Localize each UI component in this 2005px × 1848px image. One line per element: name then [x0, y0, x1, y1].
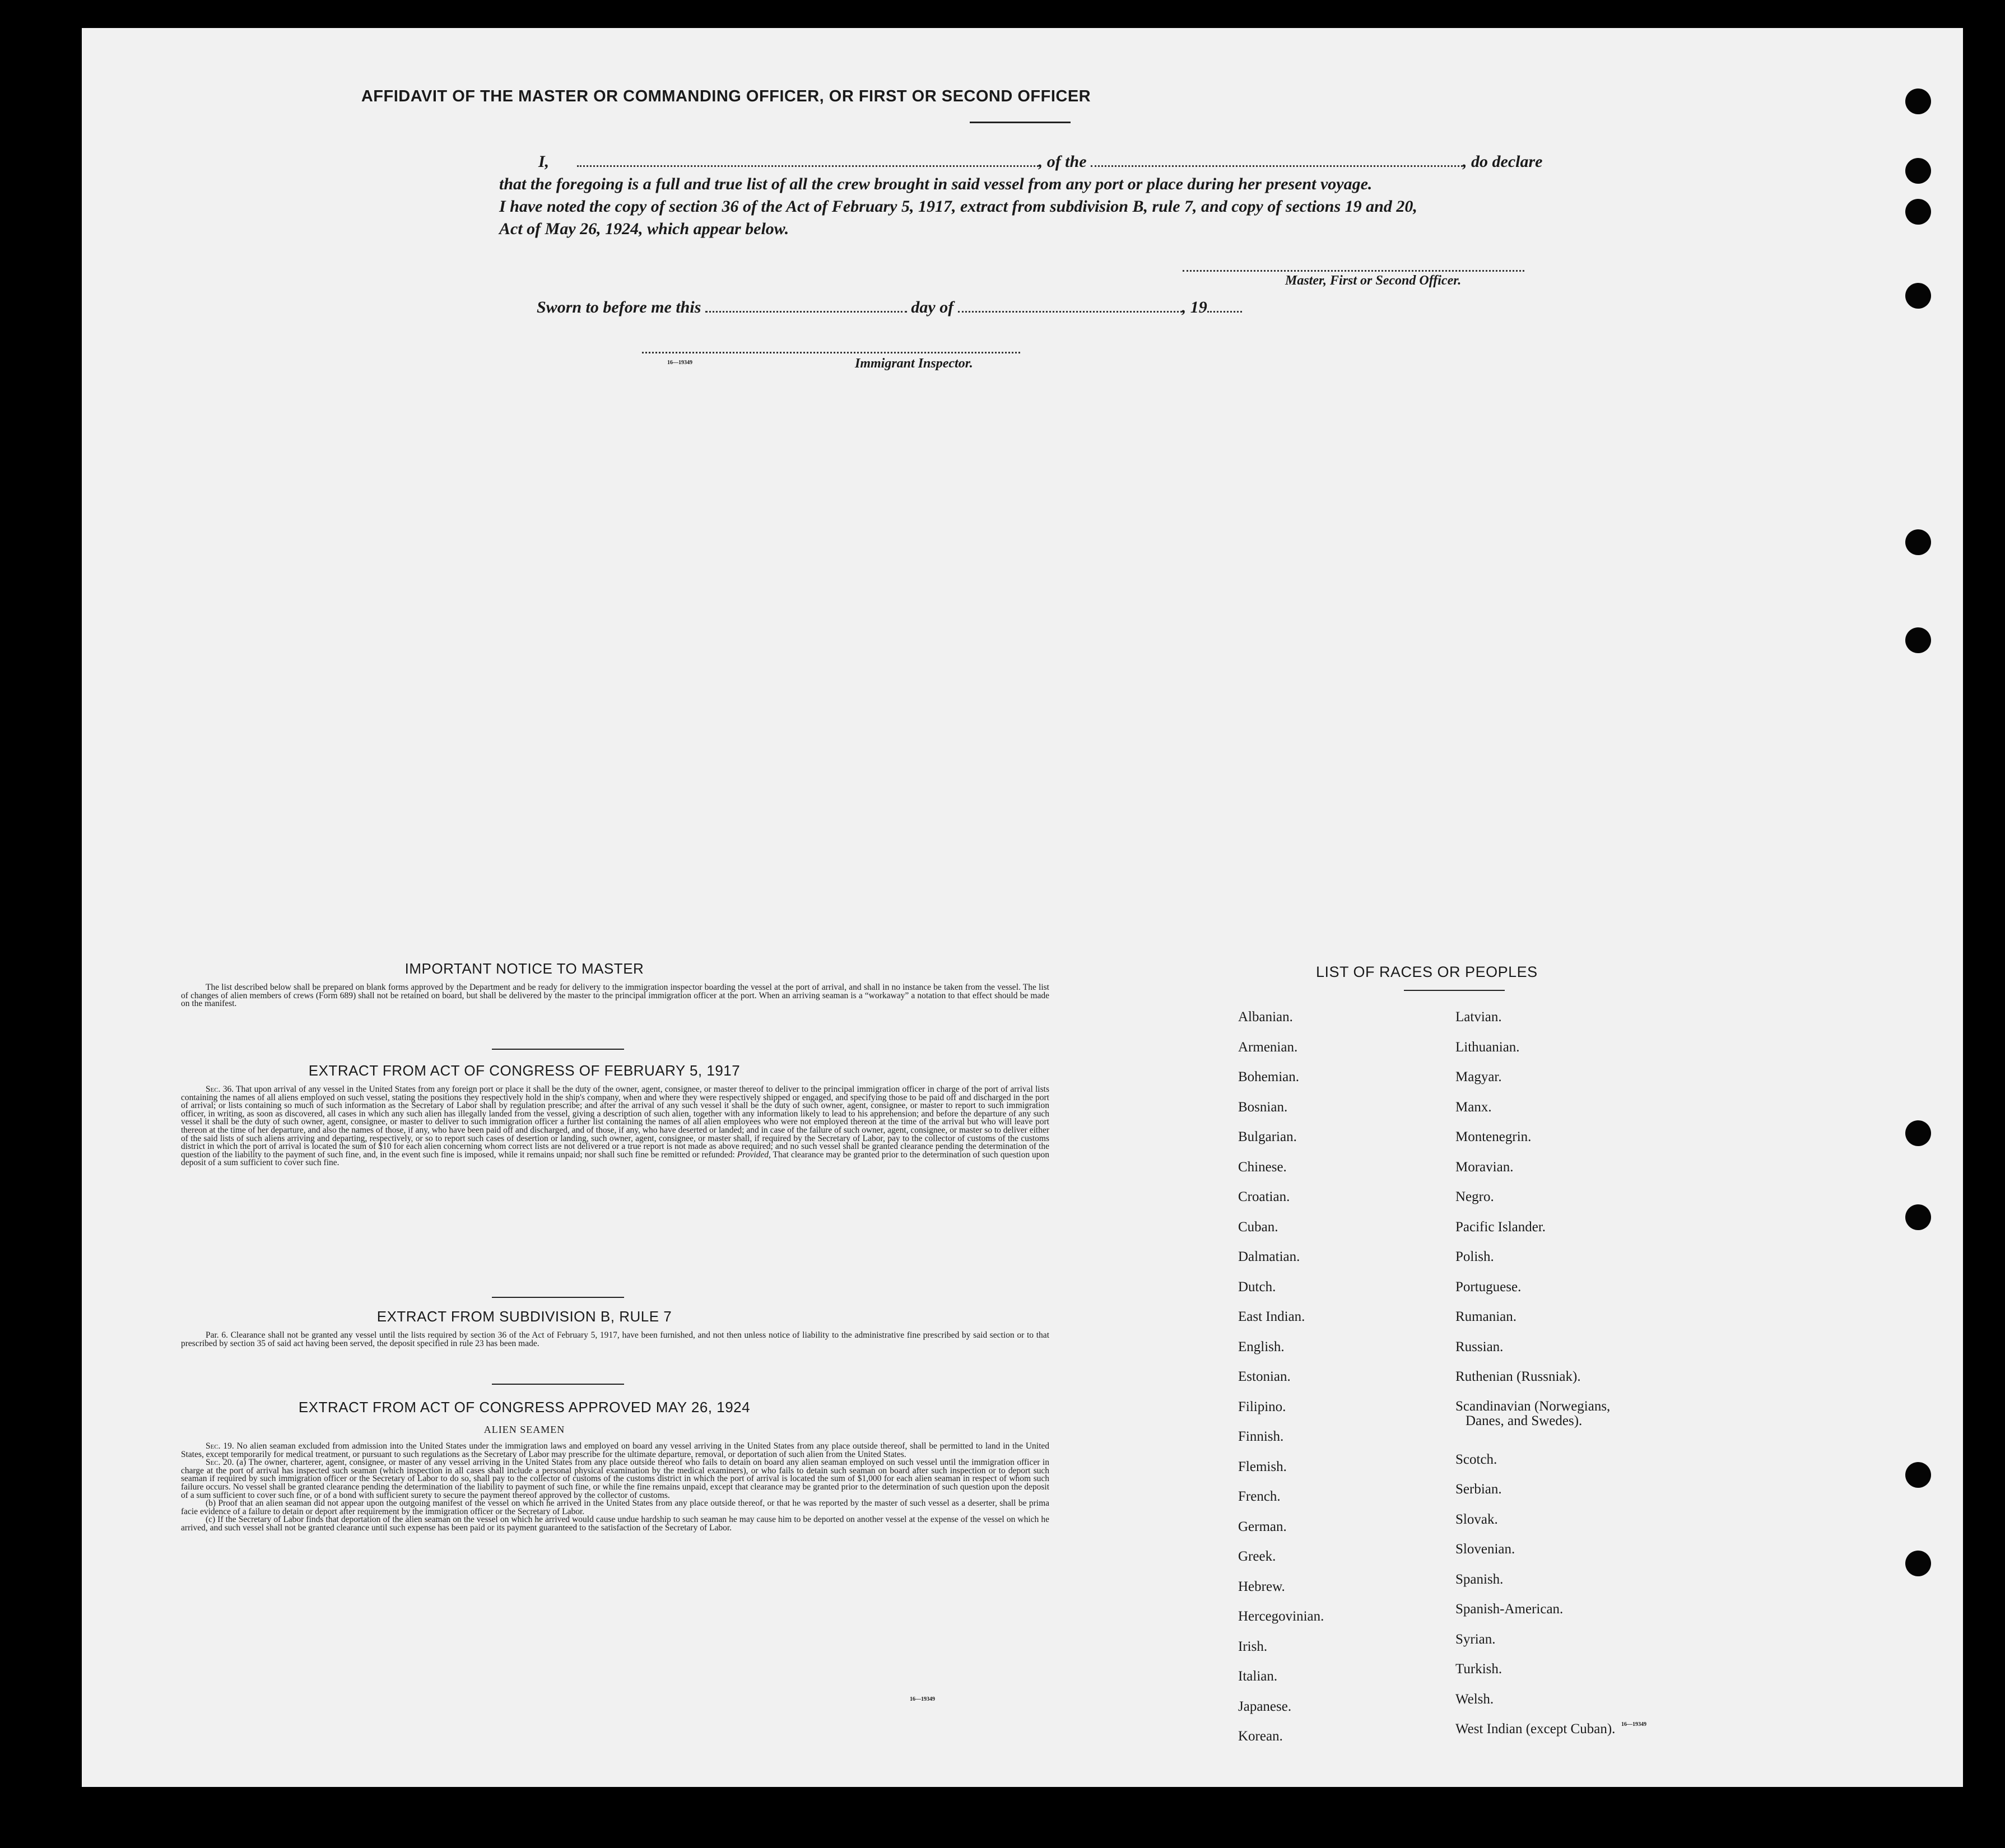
race-scandinavian-line-2: Danes, and Swedes).	[1466, 1413, 1583, 1428]
sec-20a-text: (a) The owner, charterer, agent, consignee, or master of any vessel arriving in the United States from any place outside thereof who fails to detain on board any alien seaman employed on such vessel until the immigration officer in charge at the port of arrival has inspected such seaman (which inspection in all cases shall include a personal physical examination by the medical examiners), or who fails to detain such seaman on board after such inspection or to deport such seaman if required by such immigration officer or the Secretary of Labor to do so, shall pay to the collector of customs of the customs district in which the port of arrival is located the sum of $1,000 for each alien seaman in respect of whom such failure occurs. No vessel shall be granted clearance pending the determination of the liability to payment of such fine, or while the fine remains unpaid, except that clearance may be granted prior to the determination of such question upon the deposit of a sum sufficient to cover such fine, or of a bond with sufficient surety to secure the payment thereof approved by the collector of customs.	[181, 1458, 1049, 1500]
race-item: Russian.	[1455, 1339, 1504, 1354]
race-item: Finnish.	[1238, 1429, 1284, 1444]
affidavit-form-number: 16—19349	[667, 360, 692, 366]
sec-36-paragraph	[181, 1086, 1049, 1167]
notice-title: IMPORTANT NOTICE TO MASTER	[404, 960, 644, 977]
name-blank[interactable]	[577, 155, 1039, 167]
sec-36-text: That upon arrival of any vessel in the United States from any foreign port or place it shall be the duty of the owner, agent, consignee, or master thereof to deliver to the principal immigration officer in charge of the port of arrival lists containing the names of all aliens employed on such vessel, stating the positions they respectively hold in the ship's company, when and where they were respectively shipped or engaged, and specifying those to be paid off and discharged in the port of arrival; or lists containing so much of such information as the Secretary of Labor shall by regulation prescribe; and after the arrival of any such vessel it shall be the duty of such owner, agent, consignee, or master to report to such immigration officer, in writing, as soon as discovered, all cases in which any such alien has illegally landed from the vessel, giving a description of such alien, together with any information likely to lead to his apprehension; and before the departure of any such vessel it shall be the duty of such owner, agent, consignee, or master to deliver to such immigration officer a further list containing the names of all alien employees who were not employed thereon at the time of the arrival but who will leave port thereon at the time of her departure, and also the names of those, if any, who have been paid off and discharged, and of those, if any, who have deserted or landed; and in case of the failure of such owner, agent, consignee, or master so to deliver either of the said lists of such aliens arriving and departing, respectively, or so to report such cases of desertion or landing, such owner, agent, consignee, or master shall, if required by the Secretary of Labor, pay to the collector of customs of the customs district in which the port of arrival is located the sum of $10 for each alien concerning whom correct lists are not delivered or a true report is not made as above required; and no such vessel shall be granted clearance pending the determination of the question of the liability to the payment of such fine, and, in the event such fine is imposed, while it remains unpaid; nor shall such fine be remitted or refunded:	[181, 1084, 1049, 1160]
race-item: French.	[1238, 1489, 1281, 1504]
race-item: Magyar.	[1455, 1069, 1502, 1084]
races-form-number: 16—19349	[1621, 1721, 1646, 1728]
affidavit-i: I,	[538, 152, 550, 171]
title-rule	[970, 122, 1071, 123]
race-item: Lithuanian.	[1455, 1039, 1520, 1055]
sworn-label: Sworn to before me this	[537, 298, 701, 316]
race-item: Armenian.	[1238, 1039, 1298, 1055]
binder-hole	[1905, 199, 1931, 225]
race-item: Bohemian.	[1238, 1069, 1300, 1084]
master-signature-label: Master, First or Second Officer.	[1285, 273, 1462, 288]
affidavit-line-2: that the foregoing is a full and true list of all the crew brought in said vessel from any port or place during her present voyage.	[499, 175, 1373, 193]
race-item: Rumanian.	[1455, 1309, 1517, 1324]
race-item: Moravian.	[1455, 1159, 1514, 1175]
race-item: Albanian.	[1238, 1009, 1293, 1025]
race-item: Montenegrin.	[1455, 1129, 1532, 1144]
race-item: Estonian.	[1238, 1369, 1291, 1384]
sec-19-text: No alien seaman excluded from admission into the United States under the immigration laws and employed on board any vessel arriving in the United States from any place outside thereof, shall be permitted to land in the United States, except temporarily for medical treatment, or pursuant to such regulations as the Secretary of Labor may prescribe for the ultimate departure, removal, or deportation of such alien from the United States.	[181, 1441, 1050, 1459]
par-6-paragraph: Par. 6. Clearance shall not be granted any vessel until the lists required by section 36 of the Act of February 5, 1917, have been furnished, and not then unless notice of liability to the administrative fine prescribed by said section or to that prescribed by section 35 of said act having been served, the deposit specified in rule 23 has been made.	[181, 1330, 1049, 1348]
master-signature-line[interactable]	[1183, 270, 1524, 272]
sworn-month-blank[interactable]	[958, 300, 1182, 313]
binder-hole	[1905, 529, 1931, 555]
race-item: West Indian (except Cuban).	[1455, 1721, 1616, 1737]
race-item: Slovenian.	[1455, 1542, 1515, 1557]
affidavit-line-4: Act of May 26, 1924, which appear below.	[499, 220, 789, 238]
affidavit-title: AFFIDAVIT OF THE MASTER OR COMMANDING OFFICER, OR FIRST OR SECOND OFFICER	[361, 87, 1091, 105]
sec-19-paragraph	[181, 1442, 1049, 1459]
race-item: English.	[1238, 1339, 1285, 1354]
binder-hole	[1905, 1551, 1931, 1576]
sworn-year: , 19	[1181, 298, 1207, 316]
race-scandinavian-line-1: Scandinavian (Norwegians,	[1455, 1398, 1611, 1414]
vessel-blank[interactable]	[1091, 155, 1463, 167]
race-item: Korean.	[1238, 1729, 1283, 1744]
race-item: Dutch.	[1238, 1279, 1276, 1295]
sec-19-label: Sec. 19.	[206, 1441, 234, 1451]
inspector-label: Immigrant Inspector.	[855, 356, 973, 371]
race-item: Scotch.	[1455, 1451, 1497, 1467]
race-item: Latvian.	[1455, 1009, 1502, 1025]
race-item: Filipino.	[1238, 1399, 1286, 1414]
races-title-rule	[1404, 990, 1505, 991]
race-item: Croatian.	[1238, 1189, 1290, 1204]
notice-paragraph: The list described below shall be prepared on blank forms approved by the Department and be ready for delivery to the immigration inspector boarding the vessel at the port of arrival, and shall in no instance be taken from the vessel. The list of changes of alien members of crews (Form 689) shall not be retained on board, but shall be delivered by the master to the principal immigration officer at the port. When an arriving seaman is a “workaway” a notation to that effect should be made on the manifest.	[181, 983, 1049, 1009]
extract-rule7-text	[181, 1332, 1049, 1348]
sworn-day-blank[interactable]	[705, 300, 907, 313]
race-item: East Indian.	[1238, 1309, 1305, 1324]
alien-seamen-subtitle: ALIEN SEAMEN	[483, 1424, 565, 1435]
race-item: Slovak.	[1455, 1511, 1498, 1527]
notice-text	[181, 984, 1049, 1008]
race-item: Dalmatian.	[1238, 1249, 1300, 1264]
sec-20c-paragraph: (c) If the Secretary of Labor finds that deportation of the alien seaman on the vessel on which he arrived would cause undue hardship to such seaman he may cause him to be deported on another vessel at the expense of the vessel on which he arrived, and such vessel shall not be granted clearance until such expense has been paid or its payment guaranteed to the satisfaction of the Secretary of Labor.	[181, 1515, 1049, 1533]
extract-rule7-title: EXTRACT FROM SUBDIVISION B, RULE 7	[376, 1308, 672, 1325]
race-item: Flemish.	[1238, 1459, 1287, 1474]
binder-hole	[1905, 283, 1931, 309]
sec-20b-paragraph: (b) Proof that an alien seaman did not appear upon the outgoing manifest of the vessel on which he arrived in the United States from any place outside thereof, or that he was reported by the master of such vessel as a deserter, shall be prima facie evidence of a failure to detain or deport after requirement by the immigration officer or the Secretary of Labor.	[181, 1498, 1049, 1516]
race-item: Bulgarian.	[1238, 1129, 1297, 1144]
race-item: Hercegovinian.	[1238, 1609, 1324, 1624]
affidavit-declare: , do declare	[1463, 152, 1543, 171]
race-item-scandinavian	[1455, 1399, 1610, 1428]
provided-word: Provided,	[737, 1149, 771, 1160]
race-item: Japanese.	[1238, 1698, 1292, 1714]
race-item: Syrian.	[1455, 1631, 1496, 1647]
race-item: Spanish-American.	[1455, 1602, 1564, 1617]
binder-hole	[1905, 627, 1931, 653]
inspector-signature-line[interactable]	[642, 352, 1020, 353]
race-item: Greek.	[1238, 1549, 1276, 1564]
sworn-line	[537, 298, 1242, 317]
sworn-year-blank[interactable]	[1207, 300, 1242, 313]
race-item: Irish.	[1238, 1638, 1268, 1654]
binder-hole	[1905, 1462, 1931, 1488]
extract-1917-text	[181, 1086, 1049, 1167]
race-item: Hebrew.	[1238, 1579, 1285, 1594]
race-item: Welsh.	[1455, 1691, 1494, 1707]
race-item: Chinese.	[1238, 1159, 1287, 1175]
affidavit-line-1	[538, 152, 1542, 171]
race-item: Pacific Islander.	[1455, 1219, 1546, 1235]
race-item: Manx.	[1455, 1099, 1492, 1115]
extract-1924-title: EXTRACT FROM ACT OF CONGRESS APPROVED MAY 26, 1924	[298, 1399, 751, 1416]
race-item: Serbian.	[1455, 1482, 1502, 1497]
sec-36-label: Sec. 36.	[206, 1084, 234, 1094]
race-item: Ruthenian (Russniak).	[1455, 1369, 1581, 1384]
section-divider	[492, 1384, 624, 1385]
race-item: Bosnian.	[1238, 1099, 1288, 1115]
sec-20a-paragraph	[181, 1459, 1049, 1500]
section-divider	[492, 1297, 624, 1298]
document-page	[82, 28, 1963, 1787]
binder-hole	[1905, 89, 1931, 114]
binder-hole	[1905, 158, 1931, 184]
affidavit-line-3: I have noted the copy of section 36 of the Act of February 5, 1917, extract from subdivision B, rule 7, and copy of sections 19 and 20,	[499, 197, 1417, 216]
race-item: Cuban.	[1238, 1219, 1278, 1235]
race-item: German.	[1238, 1519, 1287, 1534]
extract-1917-title: EXTRACT FROM ACT OF CONGRESS OF FEBRUARY 5, 1917	[308, 1062, 741, 1079]
race-item: Spanish.	[1455, 1571, 1504, 1587]
extract-form-number: 16—19349	[910, 1696, 935, 1702]
binder-hole	[1905, 1204, 1931, 1230]
extract-1924-text	[181, 1442, 1049, 1533]
race-item: Negro.	[1455, 1189, 1494, 1204]
section-divider	[492, 1049, 624, 1050]
sworn-day-of: day of	[911, 298, 954, 316]
race-item: Italian.	[1238, 1669, 1278, 1684]
race-item: Turkish.	[1455, 1661, 1502, 1677]
affidavit-of-the: , of the	[1038, 152, 1087, 171]
sec-36-text-end: That clearance may be granted prior to the determination of such question upon deposit of a sum sufficient to cover such fine.	[181, 1149, 1050, 1168]
races-title: LIST OF RACES OR PEOPLES	[1316, 963, 1538, 980]
race-item: Portuguese.	[1455, 1279, 1522, 1295]
sec-20-label: Sec. 20.	[206, 1458, 234, 1468]
binder-hole	[1905, 1120, 1931, 1146]
race-item: Polish.	[1455, 1249, 1494, 1264]
